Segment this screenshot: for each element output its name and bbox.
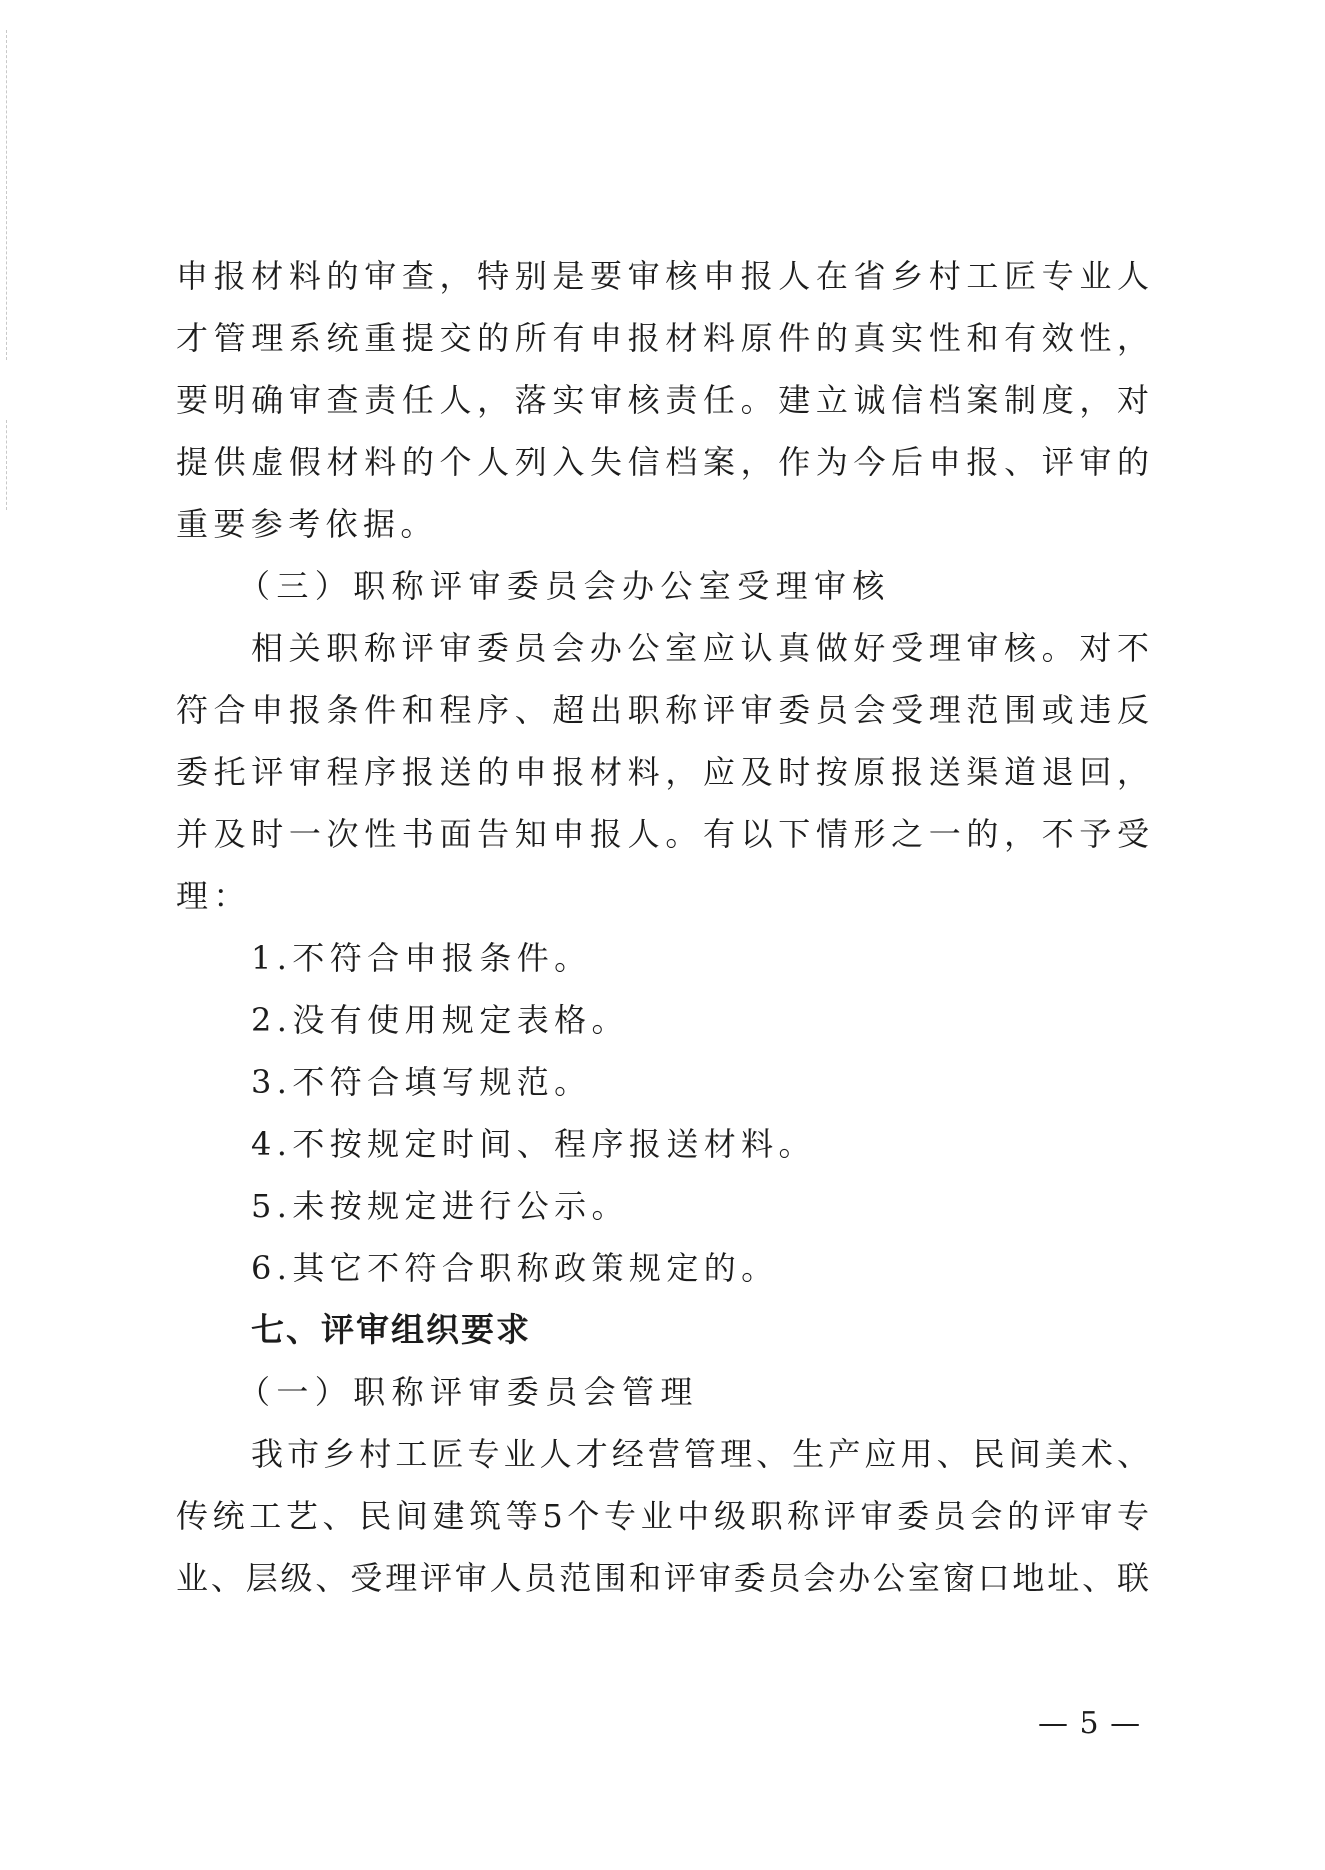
list-item: 3.不符合填写规范。 xyxy=(251,1063,592,1101)
list-item: 2.没有使用规定表格。 xyxy=(251,1001,629,1039)
body-text-line: 符合申报条件和程序、超出职称评审委员会受理范围或违反 xyxy=(176,691,1149,729)
body-text-line: 重要参考依据。 xyxy=(176,505,438,543)
list-item: 6.其它不符合职称政策规定的。 xyxy=(251,1249,779,1287)
body-text-line: 申报材料的审查，特别是要审核申报人在省乡村工匠专业人 xyxy=(176,257,1149,295)
body-text-line: 理： xyxy=(176,877,251,915)
body-text-line: 委托评审程序报送的申报材料，应及时按原报送渠道退回， xyxy=(176,753,1149,791)
scan-edge-mark xyxy=(6,30,7,360)
page-body xyxy=(176,245,1149,1609)
page-number: — 5 — xyxy=(1038,1706,1142,1741)
list-item: 4.不按规定时间、程序报送材料。 xyxy=(251,1125,816,1163)
list-item: 1.不符合申报条件。 xyxy=(251,939,592,977)
list-item: 5.未按规定进行公示。 xyxy=(251,1187,629,1225)
section-heading: 七、评审组织要求 xyxy=(251,1310,531,1349)
body-text-line: 并及时一次性书面告知申报人。有以下情形之一的，不予受 xyxy=(176,815,1149,853)
body-text-line: 传统工艺、民间建筑等5个专业中级职称评审委员会的评审专 xyxy=(176,1497,1149,1535)
subsection-heading: （三）职称评审委员会办公室受理审核 xyxy=(238,567,891,605)
body-text-line: 要明确审查责任人，落实审核责任。建立诚信档案制度，对 xyxy=(176,381,1149,419)
body-text-line: 相关职称评审委员会办公室应认真做好受理审核。对不 xyxy=(251,629,1149,667)
body-text-line: 业、层级、受理评审人员范围和评审委员会办公室窗口地址、联 xyxy=(176,1559,1149,1597)
scan-edge-mark xyxy=(6,420,7,510)
body-text-line: 我市乡村工匠专业人才经营管理、生产应用、民间美术、 xyxy=(251,1435,1149,1473)
body-text-line: 才管理系统重提交的所有申报材料原件的真实性和有效性， xyxy=(176,319,1149,357)
subsection-heading: （一）职称评审委员会管理 xyxy=(238,1373,699,1411)
body-text-line: 提供虚假材料的个人列入失信档案，作为今后申报、评审的 xyxy=(176,443,1149,481)
